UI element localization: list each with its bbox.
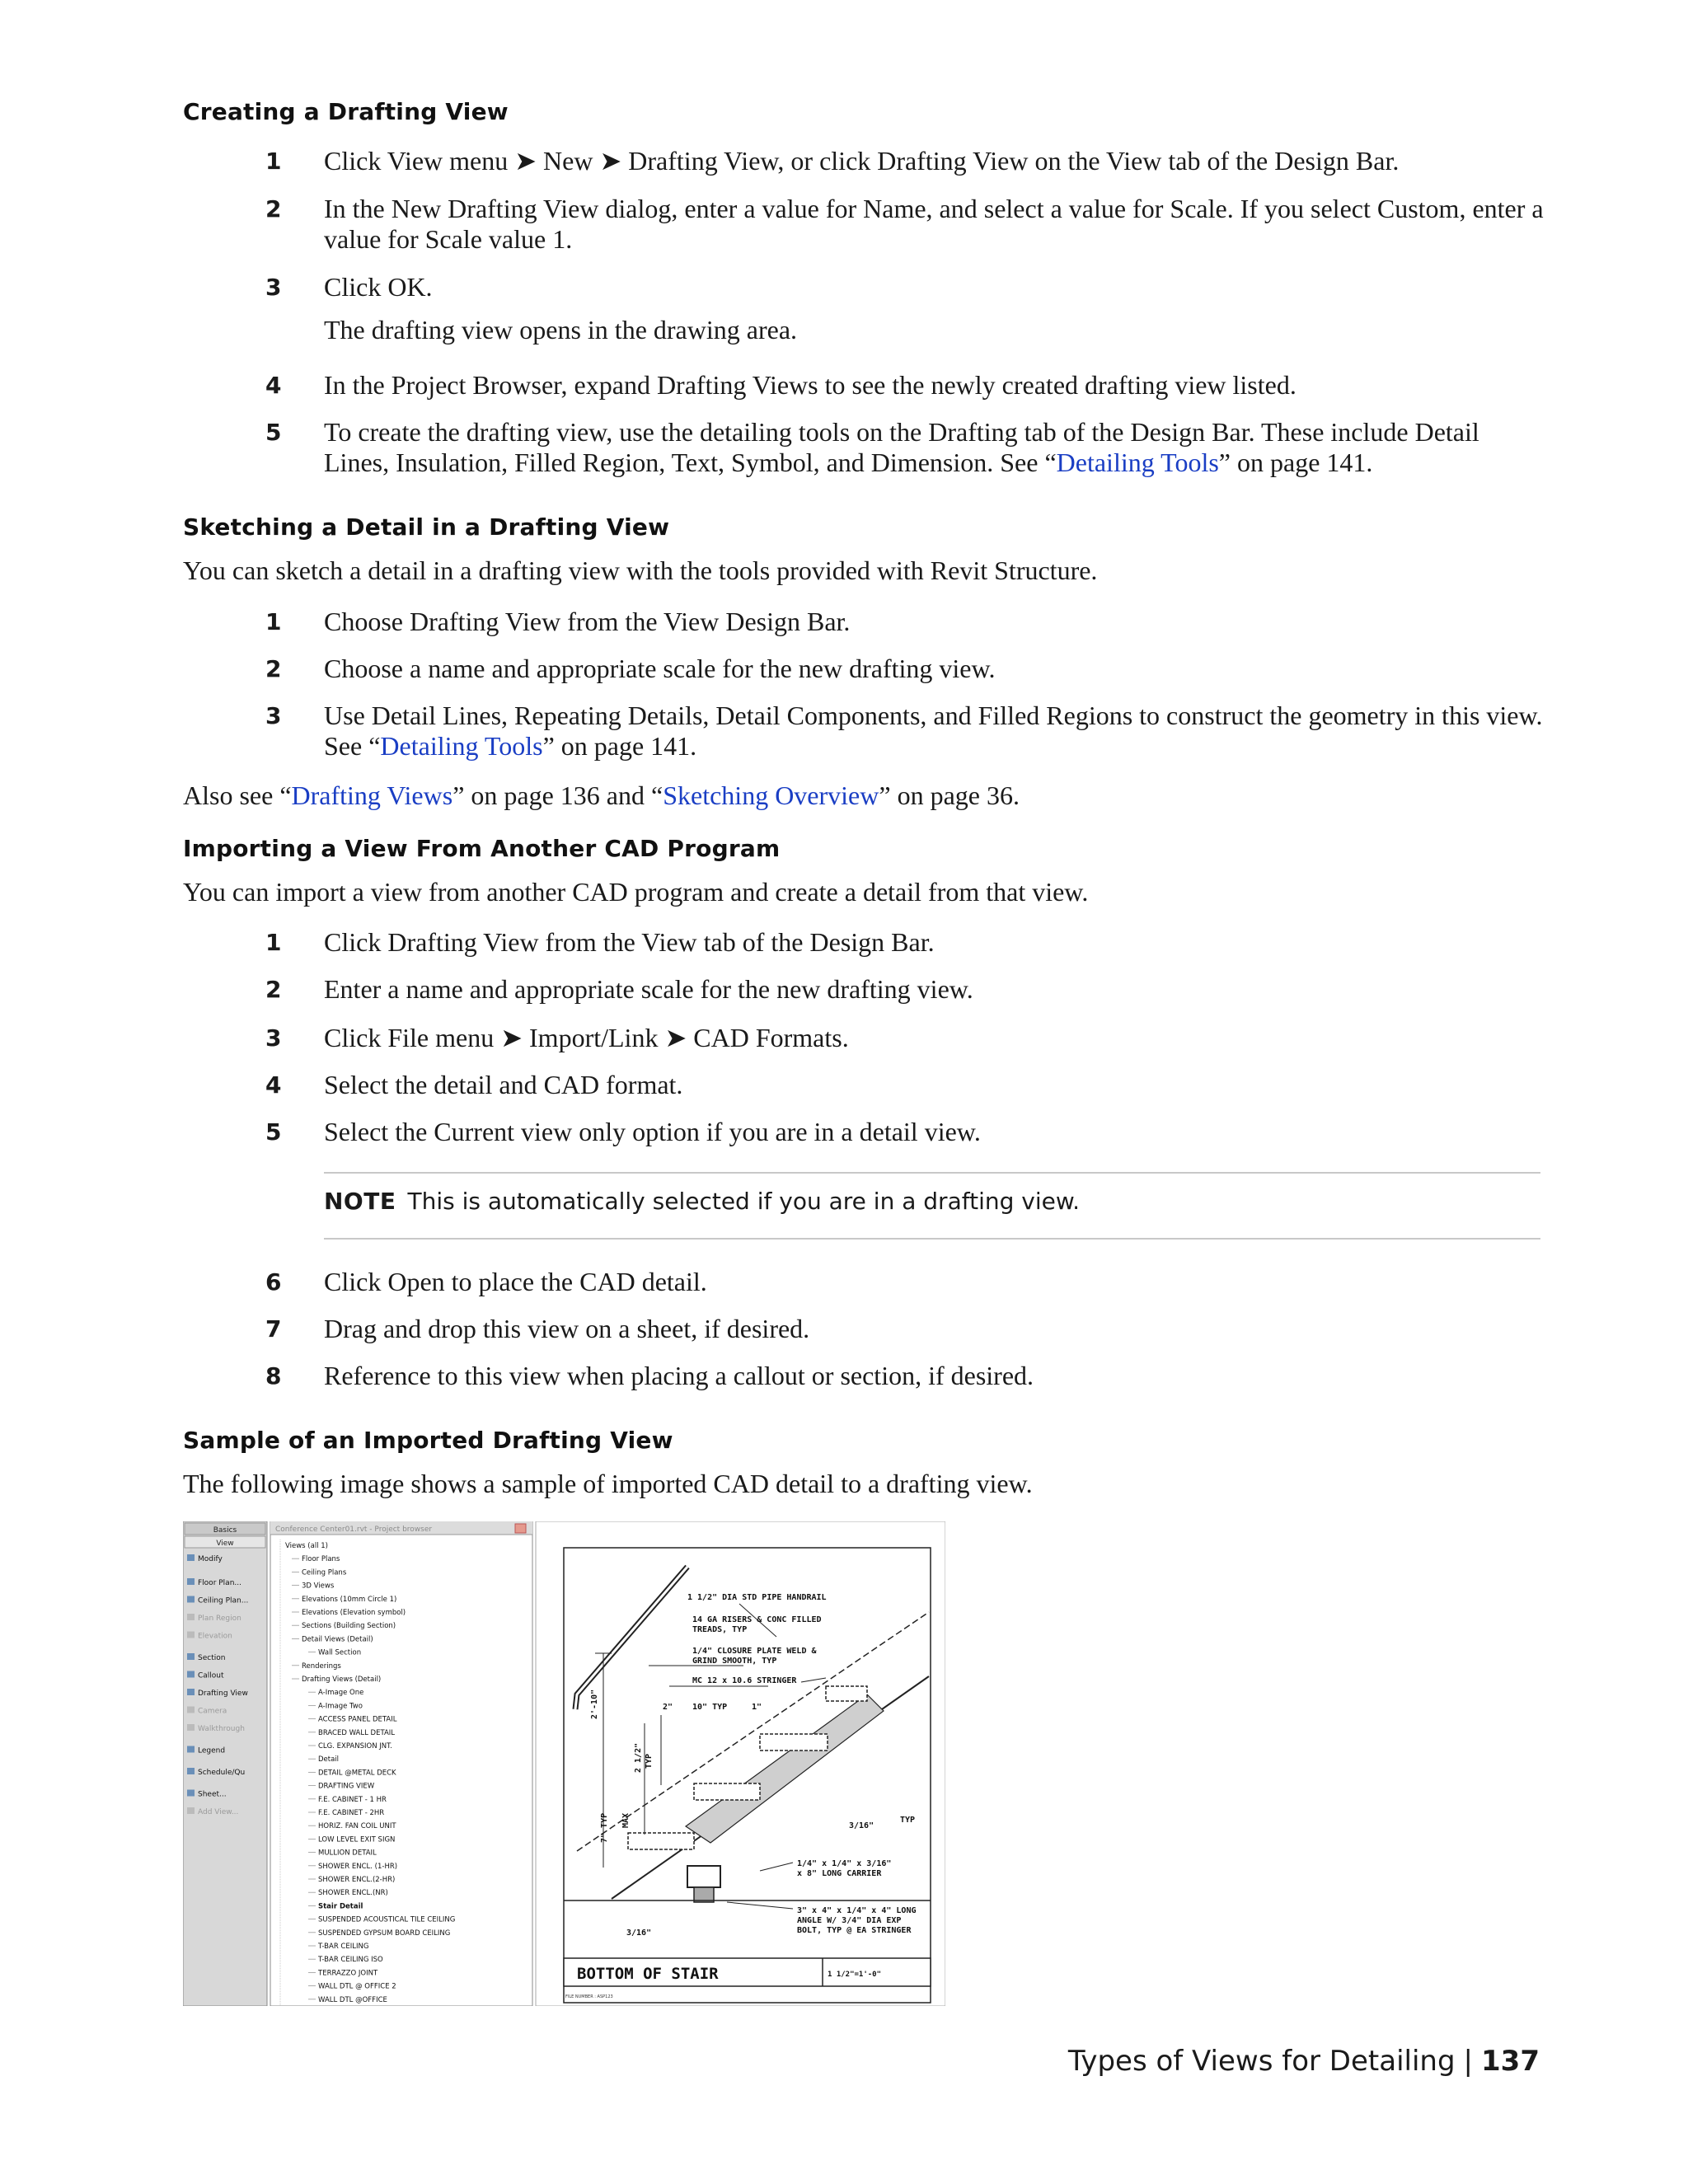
design-bar: [183, 1521, 267, 2006]
design-bar-item[interactable]: Modify: [198, 1555, 223, 1563]
link-drafting-views[interactable]: Drafting Views: [291, 780, 453, 810]
step-number: 2: [265, 976, 282, 1003]
tree-item[interactable]: MULLION DETAIL: [318, 1849, 377, 1858]
section-intro: You can import a view from another CAD program and create a detail from that view.: [183, 877, 1089, 907]
link-sketching-overview[interactable]: Sketching Overview: [663, 780, 879, 810]
drawing-note: 1 1/2" DIA STD PIPE HANDRAIL: [687, 1593, 827, 1602]
drawing-note: TREADS, TYP: [692, 1625, 748, 1634]
drawing-note: 3" x 4" x 1/4" x 4" LONG: [797, 1906, 917, 1915]
list-item: [265, 1314, 1545, 1344]
list-item: [265, 194, 1545, 255]
step-number: 8: [265, 1362, 282, 1390]
tree-item[interactable]: Drafting Views (Detail): [302, 1675, 382, 1684]
list-item: [265, 1361, 1545, 1391]
heading-sketching-detail: Sketching a Detail in a Drafting View: [183, 513, 670, 541]
drawing-note: GRIND SMOOTH, TYP: [692, 1657, 777, 1666]
heading-creating-drafting-view: Creating a Drafting View: [183, 98, 509, 125]
step-number: 4: [265, 372, 282, 399]
step-text: In the Project Browser, expand Drafting Views to see the newly created drafting view listed.: [324, 370, 1296, 400]
step-text: Click View menu ➤ New ➤ Drafting View, or click Drafting View on the View tab of the Design Bar.: [324, 146, 1400, 176]
step-text: Choose a name and appropriate scale for the new drafting view.: [324, 654, 996, 683]
dimension-label: MAX: [621, 1812, 631, 1828]
list-item: [265, 701, 1545, 762]
list-item: [265, 927, 1545, 958]
note-text: This is automatically selected if you are in a drafting view.: [407, 1188, 1081, 1215]
step-text: Click Open to place the CAD detail.: [324, 1267, 707, 1296]
tree-item[interactable]: BRACED WALL DETAIL: [318, 1728, 396, 1737]
dimension-label: 2 1/2": [634, 1742, 643, 1773]
drawing-scale: 1 1/2"=1'-0": [828, 1971, 882, 1979]
note-label: NOTE: [324, 1188, 396, 1215]
page-footer: [1068, 2045, 1540, 2078]
tree-item[interactable]: Detail: [318, 1755, 340, 1765]
tree-item[interactable]: Renderings: [302, 1661, 341, 1671]
also-see: [183, 780, 1020, 811]
list-item: [265, 607, 1545, 637]
tree-item[interactable]: WALL DTL @ OFFICE 2: [318, 1982, 396, 1991]
design-bar-icon: [187, 1689, 195, 1695]
design-bar-icon: [187, 1596, 195, 1603]
design-bar-icon: [187, 1724, 195, 1731]
step-number: 5: [265, 1118, 282, 1146]
drawing-title: BOTTOM OF STAIR: [577, 1965, 719, 1983]
tree-item[interactable]: SUSPENDED GYPSUM BOARD CEILING: [318, 1929, 451, 1938]
step-number: 1: [265, 929, 282, 956]
also-see-text: ” on page 36.: [879, 780, 1020, 810]
step-text-part: Use Detail Lines, Repeating Details, Detail Components, and Filled Regions to construct the geometry in this view. See “: [324, 701, 1543, 761]
dimension-label: 3/16": [849, 1821, 874, 1830]
step-number: 3: [265, 702, 282, 729]
step-text: Choose Drafting View from the View Design Bar.: [324, 607, 851, 636]
tree-item[interactable]: F.E. CABINET - 1 HR: [318, 1795, 387, 1804]
drawing-note: BOLT, TYP @ EA STRINGER: [797, 1926, 912, 1935]
also-see-text: Also see “: [183, 780, 292, 810]
step-number: 4: [265, 1071, 282, 1099]
list-item: [265, 974, 1545, 1005]
list-item: [265, 654, 1545, 684]
tree-item[interactable]: DETAIL @METAL DECK: [318, 1769, 396, 1778]
design-bar-item[interactable]: Ceiling Plan...: [198, 1596, 249, 1605]
list-item: [265, 146, 1545, 176]
design-bar-item[interactable]: Elevation: [198, 1632, 232, 1641]
tree-item[interactable]: T-BAR CEILING: [318, 1943, 369, 1951]
design-bar-item[interactable]: Schedule/Qu: [198, 1769, 246, 1777]
drawing-fine-print: FILE NUMBER : ASP123: [565, 1994, 613, 1999]
design-bar-icon: [187, 1578, 195, 1585]
page-number: 137: [1481, 2045, 1540, 2078]
tree-item[interactable]: A-Image One: [318, 1689, 364, 1698]
list-item: [265, 1267, 1545, 1297]
step-number: 2: [265, 195, 282, 223]
heading-sample-imported: Sample of an Imported Drafting View: [183, 1427, 673, 1454]
section-intro: You can sketch a detail in a drafting view with the tools provided with Revit Structure.: [183, 555, 1098, 585]
step-text: Click File menu ➤ Import/Link ➤ CAD Formats.: [324, 1023, 849, 1052]
design-bar-item[interactable]: Plan Region: [198, 1615, 241, 1623]
step-number: 7: [265, 1315, 282, 1343]
link-detailing-tools[interactable]: Detailing Tools: [1056, 448, 1219, 477]
tree-item[interactable]: HORIZ. FAN COIL UNIT: [318, 1822, 396, 1831]
design-bar-item[interactable]: Callout: [198, 1671, 224, 1680]
tree-item[interactable]: A-Image Two: [318, 1702, 363, 1711]
step-text: Reference to this view when placing a callout or section, if desired.: [324, 1361, 1034, 1390]
step-number: 6: [265, 1268, 282, 1296]
drawing-note: MC 12 x 10.6 STRINGER: [692, 1676, 797, 1685]
dimension-label: 10" TYP: [692, 1703, 728, 1712]
step-number: 5: [265, 419, 282, 446]
drawing-note: 1/4" x 1/4" x 3/16": [797, 1859, 892, 1868]
design-bar-icon: [187, 1554, 195, 1561]
section-intro: The following image shows a sample of imported CAD detail to a drafting view.: [183, 1469, 1033, 1498]
tree-item[interactable]: WALL DTL @OFFICE: [318, 1995, 387, 2004]
dimension-label: 2'-10": [590, 1689, 599, 1719]
dimension-label: 7" TYP: [600, 1812, 609, 1843]
list-item: [265, 1070, 1545, 1100]
step-number: 3: [265, 1024, 282, 1052]
step-text: Click Drafting View from the View tab of the Design Bar.: [324, 927, 935, 957]
tree-item[interactable]: Elevations (10mm Circle 1): [302, 1595, 397, 1604]
tree-item[interactable]: T-BAR CEILING ISO: [318, 1956, 383, 1965]
design-bar-item[interactable]: Drafting View: [198, 1690, 248, 1698]
tree-item[interactable]: Stair Detail: [318, 1902, 363, 1911]
design-bar-icon: [187, 1807, 195, 1814]
also-see-text: ” on page 136 and “: [452, 780, 663, 810]
step-text-part: ” on page 141.: [542, 731, 697, 761]
close-icon[interactable]: [515, 1524, 526, 1533]
link-detailing-tools[interactable]: Detailing Tools: [380, 731, 543, 761]
dimension-label: 3/16": [626, 1929, 652, 1938]
list-item: [265, 370, 1545, 401]
project-browser: [270, 1521, 532, 2006]
note-top-rule: [324, 1172, 1540, 1174]
step-text: Click OK.: [324, 272, 433, 302]
design-bar-item[interactable]: Floor Plan...: [198, 1579, 241, 1587]
design-bar-item[interactable]: Walkthrough: [198, 1725, 245, 1733]
drawing-note: x 8" LONG CARRIER: [797, 1869, 882, 1878]
tree-item[interactable]: Ceiling Plans: [302, 1568, 347, 1577]
tree-item[interactable]: LOW LEVEL EXIT SIGN: [318, 1835, 396, 1844]
footer-title: Types of Views for Detailing: [1067, 2045, 1456, 2078]
dimension-label: 2": [663, 1703, 673, 1712]
drawing-note: 1/4" CLOSURE PLATE WELD &: [692, 1647, 817, 1656]
tree-item[interactable]: TERRAZZO JOINT: [318, 1969, 378, 1978]
tab-view[interactable]: View: [216, 1540, 234, 1548]
step-result: The drafting view opens in the drawing area.: [324, 315, 798, 344]
step-text: Select the detail and CAD format.: [324, 1070, 683, 1099]
step-text: In the New Drafting View dialog, enter a value for Name, and select a value for Scale. If you select Custom, enter a value for Scale value 1.: [324, 194, 1544, 254]
heading-importing-view: Importing a View From Another CAD Program: [183, 835, 781, 862]
list-item: [265, 272, 1545, 302]
step-number: 3: [265, 274, 282, 301]
note-box: [324, 1188, 1080, 1216]
tree-item[interactable]: SHOWER ENCL.(2-HR): [318, 1876, 396, 1884]
tree-item[interactable]: Elevations (Elevation symbol): [302, 1609, 406, 1617]
tree-item[interactable]: Wall Section: [318, 1648, 362, 1657]
tree-item[interactable]: Sections (Building Section): [302, 1622, 396, 1631]
design-bar-icon: [187, 1671, 195, 1678]
step-text: Drag and drop this view on a sheet, if desired.: [324, 1314, 810, 1343]
browser-title: Conference Center01.rvt - Project browser: [275, 1526, 433, 1534]
tree-item[interactable]: CLG. EXPANSION JNT.: [318, 1742, 393, 1750]
design-bar-item[interactable]: Sheet...: [198, 1790, 227, 1799]
design-bar-icon: [187, 1790, 195, 1797]
tree-item[interactable]: DRAFTING VIEW: [318, 1782, 375, 1791]
design-bar-icon: [187, 1707, 195, 1713]
step-text: [293, 417, 1545, 478]
design-bar-icon: [187, 1632, 195, 1638]
design-bar-icon: [187, 1614, 195, 1620]
step-number: 2: [265, 655, 282, 682]
tree-item[interactable]: SUSPENDED ACOUSTICAL TILE CEILING: [318, 1915, 456, 1924]
tree-item[interactable]: 3D Views: [302, 1582, 335, 1591]
step-text: Enter a name and appropriate scale for the new drafting view.: [324, 974, 973, 1004]
list-item: [265, 1023, 1545, 1053]
dimension-label: TYP: [645, 1753, 654, 1769]
tree-item[interactable]: SHOWER ENCL.(NR): [318, 1889, 388, 1898]
step-number: 1: [265, 148, 282, 175]
tree-item[interactable]: Detail Views (Detail): [302, 1635, 373, 1644]
step-text: [293, 701, 1545, 762]
footer-separator: |: [1463, 2045, 1474, 2078]
design-bar-item[interactable]: Camera: [198, 1707, 227, 1716]
list-item: [265, 1117, 1545, 1147]
design-bar-item[interactable]: Add View...: [198, 1808, 239, 1816]
drawing-note: 14 GA RISERS & CONC FILLED: [692, 1615, 822, 1624]
design-bar-item[interactable]: Legend: [198, 1746, 226, 1755]
tree-item[interactable]: SHOWER ENCL. (1-HR): [318, 1862, 398, 1871]
step-text-part: ” on page 141.: [1218, 448, 1373, 477]
figure-imported-drafting-view: [183, 1521, 945, 2006]
list-item: [265, 417, 1545, 478]
design-bar-icon: [187, 1746, 195, 1753]
tree-item[interactable]: F.E. CABINET - 2HR: [318, 1809, 385, 1817]
drawing-note: ANGLE W/ 3/4" DIA EXP: [797, 1916, 902, 1925]
design-bar-icon: [187, 1653, 195, 1660]
design-bar-icon: [187, 1768, 195, 1774]
dimension-label: 1": [752, 1703, 762, 1712]
drawing-view: [536, 1521, 945, 2006]
tree-item[interactable]: Floor Plans: [302, 1555, 340, 1564]
tree-item[interactable]: ACCESS PANEL DETAIL: [318, 1715, 397, 1724]
note-bottom-rule: [324, 1238, 1540, 1240]
step-text-part: To create the drafting view, use the detailing tools on the Drafting tab of the Design Bar. These include Detail Lines, Insulation, Filled Region, Text, Symbol, and Dimension. See “: [324, 417, 1479, 477]
design-bar-item[interactable]: Section: [198, 1654, 226, 1662]
tab-basics[interactable]: Basics: [213, 1526, 237, 1535]
tree-item[interactable]: Views (all 1): [285, 1542, 328, 1550]
step-number: 1: [265, 608, 282, 635]
step-text: Select the Current view only option if you are in a detail view.: [324, 1117, 981, 1146]
dimension-label: TYP: [900, 1816, 916, 1825]
